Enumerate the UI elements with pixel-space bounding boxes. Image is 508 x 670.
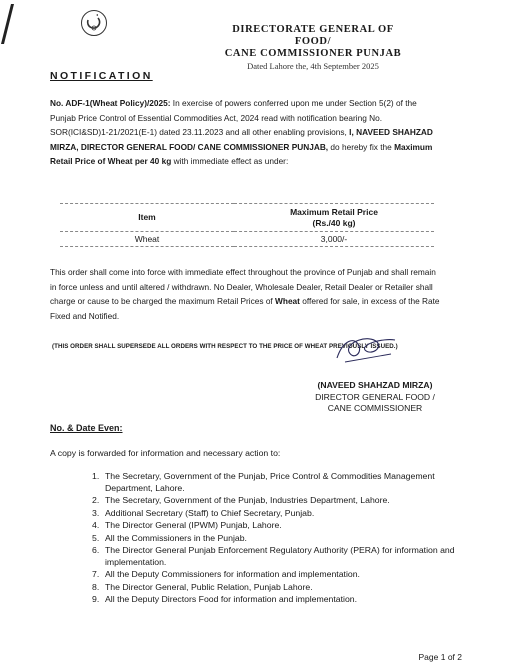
list-number: 3. bbox=[92, 507, 100, 518]
letterhead-line-2: CANE COMMISSIONER PUNJAB bbox=[224, 48, 402, 59]
item-header: Item bbox=[60, 204, 234, 232]
item-cell: Wheat bbox=[60, 232, 234, 247]
order-text-3: with immediate effect as under: bbox=[171, 156, 289, 166]
enforcement-text-2: offered for sale, in excess of the Rate Fixed and Notified. bbox=[50, 296, 440, 321]
scan-edge-mark bbox=[1, 4, 14, 44]
order-text-2: do hereby fix the bbox=[328, 141, 395, 152]
list-item-text: All the Commissioners in the Punjab. bbox=[105, 532, 247, 543]
list-item-text: Additional Secretary (Staff) to Chief Secretary, Punjab. bbox=[105, 507, 315, 518]
price-header bbox=[234, 204, 434, 232]
table-row bbox=[60, 232, 434, 247]
list-item-text: The Secretary, Government of the Punjab, Industries Department, Lahore. bbox=[105, 495, 390, 505]
order-text-1: In exercise of powers conferred upon me under Section 5(2) of the Punjab Price Control of Essential Commodities Act, 2024 read with notification bearing No. SOR(ICI&SD)1-21/2021(E-1) dated 23.11.2023 and all other enabling provisions, bbox=[50, 98, 417, 137]
letter-date: Dated Lahore the, 4th September 2025 bbox=[247, 61, 379, 71]
list-item bbox=[92, 582, 472, 594]
officer-declaration: I, NAVEED SHAHZAD MIRZA, DIRECTOR GENERAL FOOD/ CANE COMMISSIONER PUNJAB, bbox=[50, 127, 433, 152]
price-header-line-2: (Rs./40 kg) bbox=[312, 217, 356, 228]
list-item bbox=[92, 594, 472, 606]
copy-intro: A copy is forwarded for information and necessary action to: bbox=[50, 448, 281, 458]
notification-number: No. ADF-1(Wheat Policy)/2025: bbox=[50, 98, 171, 108]
list-item-text: All the Deputy Directors Food for information and implementation. bbox=[105, 594, 358, 604]
list-number: 5. bbox=[92, 532, 100, 543]
signee-title-1: DIRECTOR GENERAL FOOD / bbox=[315, 391, 435, 402]
list-number: 8. bbox=[92, 581, 100, 592]
list-item bbox=[92, 508, 472, 520]
list-number: 2. bbox=[92, 495, 100, 505]
signature-block bbox=[300, 380, 450, 415]
page-number: Page 1 of 2 bbox=[418, 652, 462, 662]
signee-name: (NAVEED SHAHZAD MIRZA) bbox=[317, 380, 433, 390]
list-item bbox=[92, 471, 472, 494]
letterhead bbox=[218, 24, 408, 72]
price-table bbox=[60, 203, 434, 247]
list-number: 7. bbox=[92, 569, 100, 579]
signee-title-2: CANE COMMISSIONER bbox=[327, 403, 423, 413]
list-item-text: All the Deputy Commissioners for information and implementation. bbox=[105, 569, 360, 579]
letterhead-line-1: DIRECTORATE GENERAL OF FOOD/ bbox=[232, 24, 394, 47]
list-item-text: The Director General Punjab Enforcement Regulatory Authority (PERA) for information and implementation. bbox=[105, 545, 455, 567]
price-cell: 3,000/- bbox=[234, 232, 434, 247]
list-item-text: The Secretary, Government of the Punjab, Price Control & Commodities Management Department, Lahore. bbox=[105, 471, 435, 493]
list-number: 1. bbox=[92, 471, 100, 481]
list-item bbox=[92, 545, 472, 568]
enforcement-text-1: This order shall come into force with immediate effect throughout the province of Punjab and shall remain in force unless and until altered / withdrawn. No Dealer, Wholesale Dealer, Retail Dealer or Retailer shall charge or cause to be charged the maximum Retail Prices of bbox=[50, 267, 436, 306]
list-item bbox=[92, 520, 472, 532]
order-paragraph bbox=[50, 96, 440, 169]
list-number: 9. bbox=[92, 594, 100, 604]
notification-title: NOTIFICATION bbox=[50, 70, 153, 82]
list-number: 6. bbox=[92, 545, 100, 555]
distribution-list bbox=[92, 471, 472, 607]
price-header-line-1: Maximum Retail Price bbox=[290, 206, 378, 217]
signature-icon bbox=[325, 330, 405, 368]
commodity-name: Wheat bbox=[275, 296, 300, 306]
list-item bbox=[92, 495, 472, 507]
list-item bbox=[92, 569, 472, 581]
reference-heading: No. & Date Even: bbox=[50, 423, 123, 433]
price-subject: Maximum Retail Price of Wheat per 40 kg bbox=[50, 141, 433, 166]
government-seal-icon bbox=[80, 9, 108, 37]
list-item bbox=[92, 533, 472, 545]
list-number: 4. bbox=[92, 520, 100, 530]
supersede-note: (THIS ORDER SHALL SUPERSEDE ALL ORDERS WITH RESPECT TO THE PRICE OF WHEAT PREVIOUSLY ISSUED.) bbox=[52, 343, 398, 350]
list-item-text: The Director General, Public Relation, Punjab Lahore. bbox=[105, 581, 313, 592]
enforcement-paragraph bbox=[50, 265, 440, 323]
table-header-row bbox=[60, 204, 434, 232]
list-item-text: The Director General (IPWM) Punjab, Lahore. bbox=[105, 520, 282, 530]
